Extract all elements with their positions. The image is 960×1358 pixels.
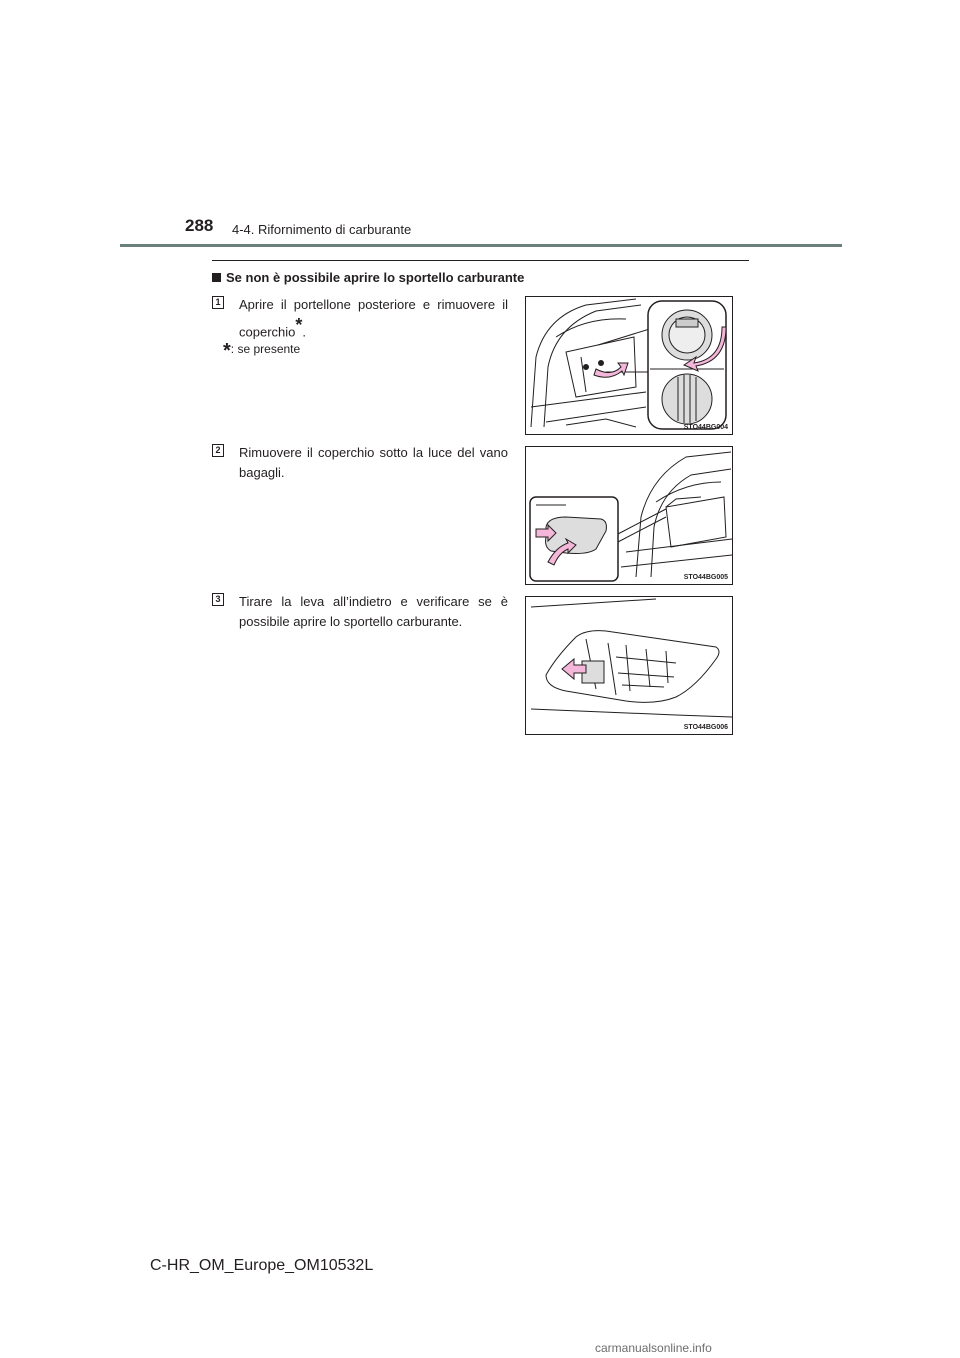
illustration-trunk-cover	[525, 296, 733, 435]
header-rule	[120, 244, 842, 247]
footnote-star: *	[223, 340, 231, 362]
step-3-text: Tirare la leva all’indietro e verificare se è possibile aprire lo sportello carburante.	[239, 594, 508, 629]
footnote-text: : se presente	[230, 342, 301, 356]
step-number-3: 3	[212, 593, 224, 606]
footnote	[223, 336, 301, 362]
illustration-luggage-light-cover	[525, 446, 733, 585]
sub-heading-text: Se non è possibile aprire lo sportello carburante	[226, 270, 525, 285]
image-code: STO44BG006	[683, 724, 728, 731]
trunk-cover-drawing	[526, 297, 732, 434]
square-bullet-icon	[212, 273, 221, 282]
step-number-2: 2	[212, 444, 224, 457]
image-code: STO44BG004	[683, 424, 728, 431]
luggage-cover-drawing	[526, 447, 732, 584]
footnote-mark: *	[295, 315, 303, 335]
document-id: C-HR_OM_Europe_OM10532L	[150, 1257, 374, 1274]
step-number-1: 1	[212, 296, 224, 309]
illustration-release-lever	[525, 596, 733, 735]
step-1-instruction: Aprire il portellone posteriore e rimuovere il coperchio	[239, 297, 508, 340]
watermark[interactable]: carmanualsonline.info	[595, 1341, 712, 1355]
release-lever-drawing	[526, 597, 732, 734]
step-1-period: .	[302, 324, 307, 340]
section-title: 4-4. Rifornimento di carburante	[232, 222, 412, 237]
page-number: 288	[185, 216, 214, 235]
sub-heading	[212, 270, 524, 285]
image-code: STO44BG005	[683, 574, 728, 581]
sub-heading-rule	[212, 260, 749, 261]
step-2-text: Rimuovere il coperchio sotto la luce del vano bagagli.	[239, 445, 508, 480]
